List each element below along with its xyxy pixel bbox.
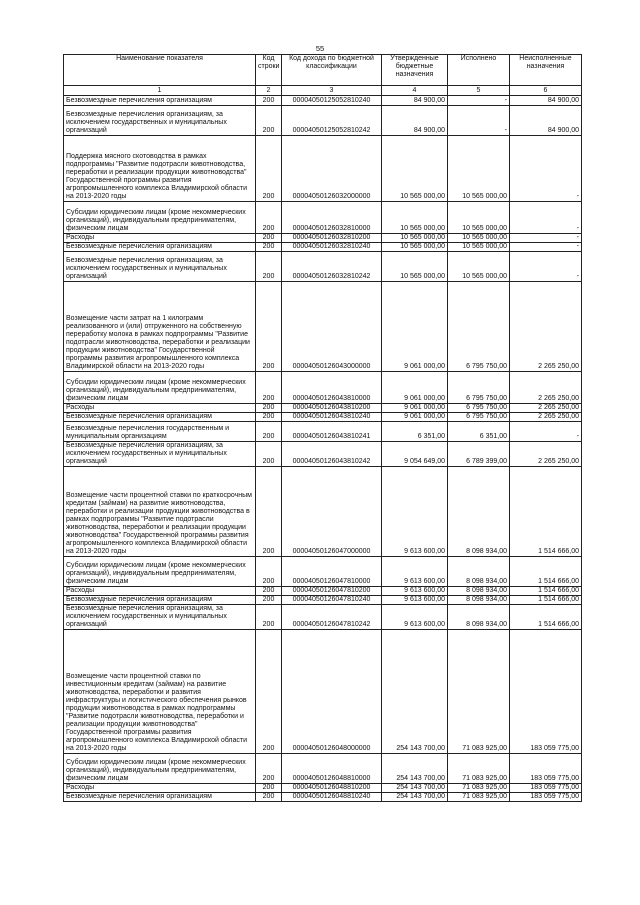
row-line-code: 200	[256, 467, 282, 557]
row-approved: 10 565 000,00	[382, 243, 448, 252]
row-line-code: 200	[256, 136, 282, 202]
row-income-code: 00004050126047810240	[282, 596, 382, 605]
row-approved: 9 061 000,00	[382, 404, 448, 413]
row-income-code: 00004050126043810241	[282, 422, 382, 442]
row-line-code: 200	[256, 404, 282, 413]
row-unexecuted: 1 514 666,00	[510, 587, 582, 596]
row-executed: 6 795 750,00	[448, 404, 510, 413]
row-approved: 10 565 000,00	[382, 202, 448, 234]
row-executed: 8 098 934,00	[448, 587, 510, 596]
row-executed: -	[448, 106, 510, 136]
row-name: Субсидии юридическим лицам (кроме некоммерческих организаций), индивидуальным предпринимателям, физическим лицам	[64, 202, 256, 234]
row-line-code: 200	[256, 282, 282, 372]
table-row	[64, 413, 582, 422]
row-name: Возмещение части затрат на 1 килограмм реализованного и (или) отгруженного на собственную переработку молока в рамках подпрограммы "Развитие подотрасли животноводства, переработки и реализации продукции животноводства" Государственной программы развития агропромышленного комплекса Владимирской области на 2013-2020 годы	[64, 282, 256, 372]
row-approved: 9 613 600,00	[382, 596, 448, 605]
row-approved: 254 143 700,00	[382, 793, 448, 802]
row-executed: 10 565 000,00	[448, 136, 510, 202]
row-approved: 254 143 700,00	[382, 784, 448, 793]
table-row	[64, 754, 582, 784]
table-row	[64, 467, 582, 557]
row-income-code: 00004050126032810242	[282, 252, 382, 282]
row-line-code: 200	[256, 596, 282, 605]
row-line-code: 200	[256, 202, 282, 234]
col-number: 1	[64, 86, 256, 96]
col-number: 5	[448, 86, 510, 96]
row-income-code: 00004050126032810240	[282, 243, 382, 252]
row-name: Безвозмездные перечисления организациям, за исключением государственных и муниципальных организаций	[64, 605, 256, 630]
row-executed: 6 795 750,00	[448, 413, 510, 422]
row-income-code: 00004050126032810000	[282, 202, 382, 234]
table-row	[64, 630, 582, 754]
row-line-code: 200	[256, 422, 282, 442]
row-unexecuted: -	[510, 243, 582, 252]
row-approved: 254 143 700,00	[382, 630, 448, 754]
row-unexecuted: 2 265 250,00	[510, 404, 582, 413]
row-executed: 10 565 000,00	[448, 202, 510, 234]
row-approved: 9 061 000,00	[382, 413, 448, 422]
row-executed: 6 795 750,00	[448, 282, 510, 372]
row-line-code: 200	[256, 793, 282, 802]
row-line-code: 200	[256, 243, 282, 252]
row-name: Безвозмездные перечисления организациям, за исключением государственных и муниципальных организаций	[64, 106, 256, 136]
row-unexecuted: 84 900,00	[510, 106, 582, 136]
table-row	[64, 234, 582, 243]
row-line-code: 200	[256, 754, 282, 784]
row-approved: 9 054 649,00	[382, 442, 448, 467]
row-unexecuted: 1 514 666,00	[510, 467, 582, 557]
row-income-code: 00004050126043810240	[282, 413, 382, 422]
table-body	[64, 96, 582, 802]
table-row	[64, 243, 582, 252]
row-unexecuted: 2 265 250,00	[510, 282, 582, 372]
row-unexecuted: 183 059 775,00	[510, 630, 582, 754]
row-unexecuted: -	[510, 136, 582, 202]
row-approved: 9 061 000,00	[382, 372, 448, 404]
row-executed: 6 789 399,00	[448, 442, 510, 467]
row-executed: 10 565 000,00	[448, 243, 510, 252]
col-header-income-code: Код дохода по бюджетной классификации	[282, 55, 382, 86]
row-income-code: 00004050126047810242	[282, 605, 382, 630]
row-unexecuted: 1 514 666,00	[510, 596, 582, 605]
table-row	[64, 136, 582, 202]
row-approved: 6 351,00	[382, 422, 448, 442]
row-executed: 71 083 925,00	[448, 784, 510, 793]
row-name: Безвозмездные перечисления государственным и муниципальным организациям	[64, 422, 256, 442]
row-executed: 8 098 934,00	[448, 596, 510, 605]
row-executed: 71 083 925,00	[448, 754, 510, 784]
row-income-code: 00004050126032810200	[282, 234, 382, 243]
row-executed: 10 565 000,00	[448, 234, 510, 243]
row-executed: 10 565 000,00	[448, 252, 510, 282]
row-name: Безвозмездные перечисления организациям, за исключением государственных и муниципальных организаций	[64, 252, 256, 282]
row-name: Безвозмездные перечисления организациям, за исключением государственных и муниципальных организаций	[64, 442, 256, 467]
table-row	[64, 282, 582, 372]
table-row	[64, 372, 582, 404]
row-name: Субсидии юридическим лицам (кроме некоммерческих организаций), индивидуальным предпринимателям, физическим лицам	[64, 754, 256, 784]
row-executed: 6 351,00	[448, 422, 510, 442]
table-row	[64, 96, 582, 106]
row-executed: 71 083 925,00	[448, 793, 510, 802]
row-income-code: 00004050126043810242	[282, 442, 382, 467]
row-line-code: 200	[256, 252, 282, 282]
row-executed: 8 098 934,00	[448, 605, 510, 630]
row-line-code: 200	[256, 234, 282, 243]
col-header-line-code: Код строки	[256, 55, 282, 86]
table-row	[64, 404, 582, 413]
row-income-code: 00004050126047810000	[282, 557, 382, 587]
row-unexecuted: -	[510, 234, 582, 243]
table-row	[64, 596, 582, 605]
row-line-code: 200	[256, 587, 282, 596]
row-approved: 84 900,00	[382, 96, 448, 106]
row-name: Безвозмездные перечисления организациям	[64, 793, 256, 802]
row-line-code: 200	[256, 784, 282, 793]
row-line-code: 200	[256, 413, 282, 422]
row-approved: 10 565 000,00	[382, 252, 448, 282]
row-line-code: 200	[256, 106, 282, 136]
row-income-code: 00004050126043810200	[282, 404, 382, 413]
row-income-code: 00004050126048810240	[282, 793, 382, 802]
header-row	[64, 55, 582, 86]
row-name: Субсидии юридическим лицам (кроме некоммерческих организаций), индивидуальным предпринимателям, физическим лицам	[64, 372, 256, 404]
row-line-code: 200	[256, 557, 282, 587]
row-unexecuted: 183 059 775,00	[510, 784, 582, 793]
col-number: 6	[510, 86, 582, 96]
row-name: Поддержка мясного скотоводства в рамках подпрограммы "Развитие подотрасли животноводства, переработки и реализации продукции животноводства" Государственной программы развития агропромышленного комплекса Владимирской области на 2013-2020 годы	[64, 136, 256, 202]
row-unexecuted: 84 900,00	[510, 96, 582, 106]
row-name: Безвозмездные перечисления организациям	[64, 413, 256, 422]
row-approved: 9 613 600,00	[382, 557, 448, 587]
row-name: Безвозмездные перечисления организациям	[64, 243, 256, 252]
table-header	[64, 55, 582, 96]
row-income-code: 00004050126048000000	[282, 630, 382, 754]
row-income-code: 00004050126032000000	[282, 136, 382, 202]
row-unexecuted: 1 514 666,00	[510, 605, 582, 630]
col-header-executed: Исполнено	[448, 55, 510, 86]
row-approved: 84 900,00	[382, 106, 448, 136]
row-approved: 9 061 000,00	[382, 282, 448, 372]
table-row	[64, 202, 582, 234]
row-approved: 10 565 000,00	[382, 136, 448, 202]
row-approved: 9 613 600,00	[382, 467, 448, 557]
budget-execution-table	[63, 54, 582, 802]
row-name: Расходы	[64, 784, 256, 793]
row-unexecuted: -	[510, 422, 582, 442]
row-approved: 9 613 600,00	[382, 605, 448, 630]
row-unexecuted: 1 514 666,00	[510, 557, 582, 587]
row-name: Возмещение части процентной ставки по инвестиционным кредитам (займам) на развитие животноводства, переработки и развития инфраструктуры и логистического обеспечения рынков продукции животноводства в рамках подпрограммы "Развитие подотрасли животноводства, переработки и реализации продукции животноводства" Государственной программы развития агропромышленного комплекса Владимирской области на 2013-2020 годы	[64, 630, 256, 754]
row-unexecuted: -	[510, 202, 582, 234]
row-income-code: 00004050126043000000	[282, 282, 382, 372]
row-executed: -	[448, 96, 510, 106]
row-executed: 8 098 934,00	[448, 467, 510, 557]
table-row	[64, 252, 582, 282]
row-unexecuted: 183 059 775,00	[510, 793, 582, 802]
row-approved: 9 613 600,00	[382, 587, 448, 596]
row-name: Субсидии юридическим лицам (кроме некоммерческих организаций), индивидуальным предпринимателям, физическим лицам	[64, 557, 256, 587]
col-number: 3	[282, 86, 382, 96]
row-income-code: 00004050125052810240	[282, 96, 382, 106]
row-line-code: 200	[256, 630, 282, 754]
row-income-code: 00004050126048810200	[282, 784, 382, 793]
row-income-code: 00004050125052810242	[282, 106, 382, 136]
col-header-approved: Утвержденные бюджетные назначения	[382, 55, 448, 86]
table-row	[64, 422, 582, 442]
table-row	[64, 587, 582, 596]
table-row	[64, 442, 582, 467]
row-approved: 10 565 000,00	[382, 234, 448, 243]
row-name: Расходы	[64, 404, 256, 413]
col-number: 4	[382, 86, 448, 96]
row-name: Безвозмездные перечисления организациям	[64, 596, 256, 605]
col-number: 2	[256, 86, 282, 96]
row-income-code: 00004050126043810000	[282, 372, 382, 404]
table-row	[64, 106, 582, 136]
table-row	[64, 557, 582, 587]
row-unexecuted: 183 059 775,00	[510, 754, 582, 784]
row-name: Возмещение части процентной ставки по краткосрочным кредитам (займам) на развитие животноводства, переработки и реализации продукции животноводства в рамках подпрограммы "Развитие подотрасли животноводства, переработки и реализации продукции животноводства" Государственной программы развития агропромышленного комплекса Владимирской области на 2013-2020 годы	[64, 467, 256, 557]
table-row	[64, 793, 582, 802]
row-unexecuted: 2 265 250,00	[510, 372, 582, 404]
table-row	[64, 605, 582, 630]
row-income-code: 00004050126048810000	[282, 754, 382, 784]
row-executed: 71 083 925,00	[448, 630, 510, 754]
row-name: Расходы	[64, 234, 256, 243]
col-header-unexecuted: Неисполненные назначения	[510, 55, 582, 86]
row-line-code: 200	[256, 605, 282, 630]
row-line-code: 200	[256, 442, 282, 467]
row-line-code: 200	[256, 372, 282, 404]
row-executed: 8 098 934,00	[448, 557, 510, 587]
col-header-name: Наименование показателя	[64, 55, 256, 86]
row-executed: 6 795 750,00	[448, 372, 510, 404]
row-income-code: 00004050126047810200	[282, 587, 382, 596]
row-unexecuted: 2 265 250,00	[510, 413, 582, 422]
row-unexecuted: -	[510, 252, 582, 282]
row-income-code: 00004050126047000000	[282, 467, 382, 557]
column-number-row	[64, 86, 582, 96]
page-number: 55	[315, 44, 325, 53]
row-approved: 254 143 700,00	[382, 754, 448, 784]
table-row	[64, 784, 582, 793]
row-name: Расходы	[64, 587, 256, 596]
row-name: Безвозмездные перечисления организациям	[64, 96, 256, 106]
row-unexecuted: 2 265 250,00	[510, 442, 582, 467]
row-line-code: 200	[256, 96, 282, 106]
